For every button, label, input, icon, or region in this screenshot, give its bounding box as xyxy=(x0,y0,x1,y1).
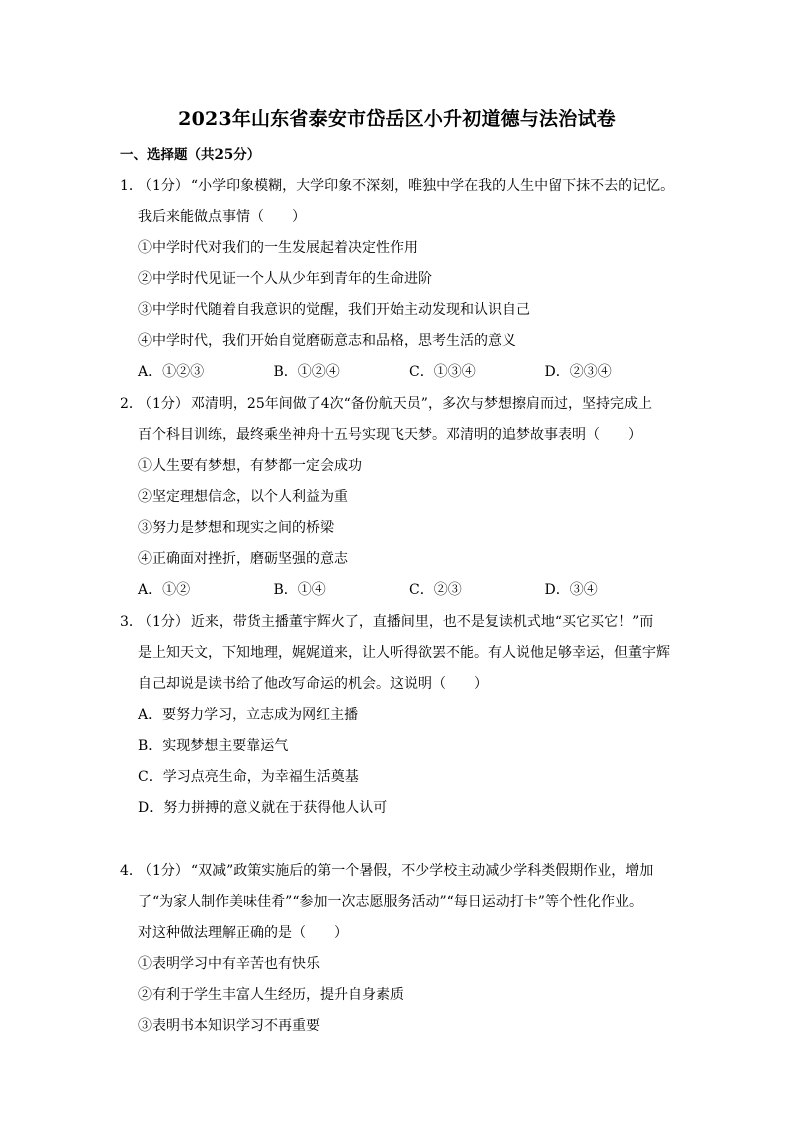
section-heading: 一、选择题（共25分） xyxy=(120,147,261,163)
choice-d[interactable]: D．②③④ xyxy=(544,364,612,380)
question-number: 3． xyxy=(120,614,143,630)
option-b[interactable]: B．实现梦想主要靠运气 xyxy=(138,738,289,754)
question-1 xyxy=(120,171,680,388)
question-score: （1分） xyxy=(138,396,189,412)
statement-3: ③中学时代随着自我意识的觉醒，我们开始主动发现和认识自己 xyxy=(138,302,530,318)
option-a[interactable]: A．要努力学习，立志成为网红主播 xyxy=(138,707,359,723)
statement-3: ③努力是梦想和现实之间的桥梁 xyxy=(138,520,334,536)
question-stem xyxy=(120,171,680,202)
question-stem xyxy=(120,389,680,420)
choice-b[interactable]: B．①②④ xyxy=(273,364,340,380)
choice-c[interactable]: C．②③ xyxy=(409,582,462,598)
answer-choices xyxy=(120,575,680,606)
question-3 xyxy=(120,607,680,824)
question-4 xyxy=(120,856,680,1042)
question-score: （1分） xyxy=(138,863,189,879)
statement-1: ①表明学习中有辛苦也有快乐 xyxy=(138,956,320,972)
choice-a[interactable]: A．①② xyxy=(138,582,191,598)
statement-3: ③表明书本知识学习不再重要 xyxy=(138,1018,320,1034)
option-c[interactable]: C．学习点亮生命，为幸福生活奠基 xyxy=(138,769,359,785)
question-number: 1． xyxy=(120,178,143,194)
statement-4: ④中学时代，我们开始自觉磨砺意志和品格，思考生活的意义 xyxy=(138,333,516,349)
question-score: （1分） xyxy=(138,614,189,630)
question-number: 2． xyxy=(120,396,143,412)
stem-text: 对这种做法理解正确的是（ ） xyxy=(138,925,348,941)
answer-choices xyxy=(120,357,680,388)
question-score: （1分） xyxy=(138,178,189,194)
choice-d[interactable]: D．③④ xyxy=(544,582,598,598)
stem-text: 我后来能做点事情（ ） xyxy=(138,209,306,225)
stem-text: 百个科目训练，最终乘坐神舟十五号实现飞天梦。邓清明的追梦故事表明（ ） xyxy=(138,427,642,443)
page-title: 2023年山东省泰安市岱岳区小升初道德与法治试卷 xyxy=(178,108,616,130)
stem-text: “双减”政策实施后的第一个暑假，不少学校主动减少学科类假期作业，增加 xyxy=(190,863,654,879)
statement-1: ①中学时代对我们的一生发展起着决定性作用 xyxy=(138,240,418,256)
option-d[interactable]: D．努力拼搏的意义就在于获得他人认可 xyxy=(138,800,388,816)
choice-a[interactable]: A．①②③ xyxy=(138,364,205,380)
stem-text: 了“为家人制作美味佳肴”“参加一次志愿服务活动”“每日运动打卡”等个性化作业。 xyxy=(138,894,643,910)
stem-text: 是上知天文，下知地理，娓娓道来，让人听得欲罢不能。有人说他足够幸运，但董宇辉 xyxy=(138,645,670,661)
question-stem xyxy=(120,607,680,638)
statement-4: ④正确面对挫折，磨砺坚强的意志 xyxy=(138,551,348,567)
stem-text: 邓清明，25年间做了4次“备份航天员”，多次与梦想擦肩而过，坚持完成上 xyxy=(190,396,652,412)
choice-b[interactable]: B．①④ xyxy=(273,582,326,598)
stem-text: 自己却说是读书给了他改写命运的机会。这说明（ ） xyxy=(138,676,488,692)
statement-2: ②有利于学生丰富人生经历，提升自身素质 xyxy=(138,987,404,1003)
statement-2: ②坚定理想信念，以个人利益为重 xyxy=(138,489,348,505)
stem-text: “小学印象模糊，大学印象不深刻，唯独中学在我的人生中留下抹不去的记忆。 xyxy=(190,178,675,194)
question-stem xyxy=(120,856,680,887)
stem-text: 近来，带货主播董宇辉火了，直播间里，也不是复读机式地“买它买它！”而 xyxy=(190,614,654,630)
statement-1: ①人生要有梦想，有梦都一定会成功 xyxy=(138,458,362,474)
question-2 xyxy=(120,389,680,606)
question-number: 4． xyxy=(120,863,143,879)
statement-2: ②中学时代见证一个人从少年到青年的生命进阶 xyxy=(138,271,432,287)
choice-c[interactable]: C．①③④ xyxy=(409,364,476,380)
